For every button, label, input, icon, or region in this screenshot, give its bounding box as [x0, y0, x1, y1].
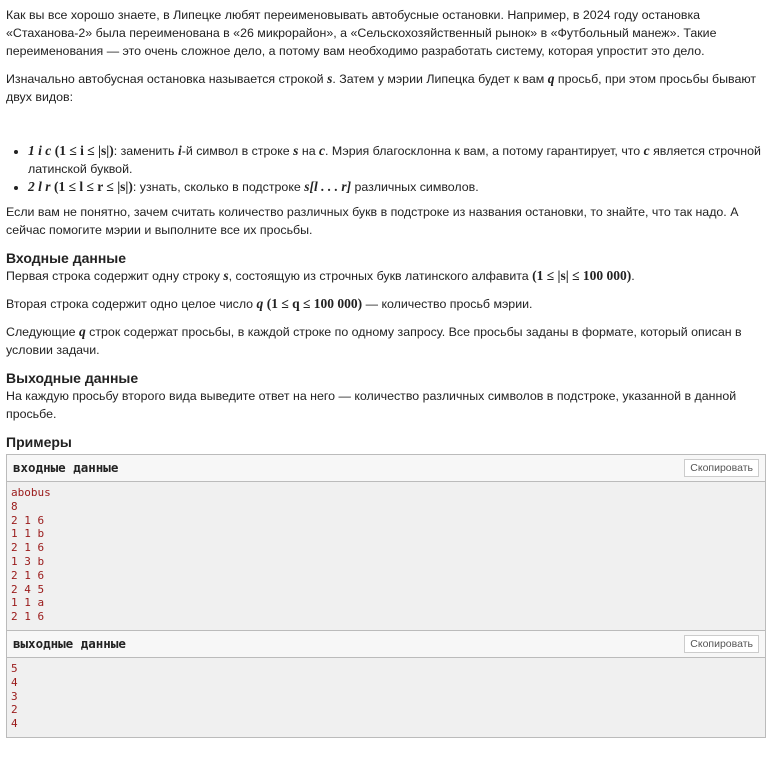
text: , состоящую из строчных букв латинского алфавита: [228, 269, 533, 283]
math: 1 i c: [28, 143, 52, 158]
text: строк содержат просьбы, в каждой строке по одному запросу. Все просьбы заданы в формате, который описан в условии задачи.: [6, 325, 742, 357]
input-section-title: Входные данные: [6, 250, 127, 266]
text: .: [631, 269, 635, 283]
text: . Затем у мэрии Липецка будет к вам: [332, 72, 548, 86]
sample-output-block: [6, 631, 766, 738]
math: s: [223, 268, 229, 283]
math: c: [643, 143, 650, 158]
input-paragraph-2: [6, 295, 767, 313]
statement: [6, 6, 767, 738]
sample-output-header: [7, 631, 765, 658]
text: — количество просьб мэрии.: [362, 297, 533, 311]
examples-title: Примеры: [6, 434, 72, 450]
request-types-list: [6, 142, 767, 196]
sample-input-title: входные данные: [13, 460, 119, 475]
copy-input-button[interactable]: Скопировать: [684, 459, 759, 477]
text: различных символов.: [351, 180, 479, 194]
math: s[l . . . r]: [304, 179, 352, 194]
text: на: [298, 144, 320, 158]
sample-input-block: [6, 454, 766, 631]
output-section-title: Выходные данные: [6, 370, 139, 386]
math: c: [319, 143, 326, 158]
text: : узнать, сколько в подстроке: [132, 180, 305, 194]
text: Изначально автобусная остановка называется строкой: [6, 72, 328, 86]
text: Первая строка содержит одну строку: [6, 269, 224, 283]
math: q: [78, 324, 86, 339]
output-paragraph-1: На каждую просьбу второго вида выведите ответ на него — количество различных символов в подстроке, указанной в данной просьбе.: [6, 389, 737, 421]
copy-output-button[interactable]: Скопировать: [684, 635, 759, 653]
math: 2 l r: [28, 179, 51, 194]
sample-input-text: abobus 8 2 1 6 1 1 b 2 1 6 1 3 b 2 1 6 2 4 5 1 1 a 2 1 6: [7, 482, 765, 630]
math: s: [293, 143, 299, 158]
intro-paragraph-1: Как вы все хорошо знаете, в Липецке любят переименовывать автобусные остановки. Например, в 2024 году остановка «Стаханова-2» была переименована в «26 микрорайон», а «Сельскохозяйственный рынок» в «Футбольный манеж». Такие переименования — это очень сложное дело, а потому вам необходимо разработать систему, которая упростит это дело.: [6, 8, 717, 58]
sample-output-title: выходные данные: [13, 635, 126, 651]
text: -й символ в строке: [181, 144, 294, 158]
math: (1 ≤ i ≤ |s|): [54, 143, 114, 158]
math: (1 ≤ q ≤ 100 000): [266, 296, 363, 311]
var-q: q: [547, 71, 555, 86]
input-paragraph-1: [6, 267, 767, 285]
input-paragraph-3: [6, 323, 767, 359]
note-paragraph: Если вам не понятно, зачем считать количество различных букв в подстроке из названия остановки, то знайте, что так надо. А сейчас помогите мэрии и выполните все их просьбы.: [6, 205, 739, 237]
text: просьб, при этом просьбы бывают двух видов:: [6, 72, 757, 104]
sample-input-header: [7, 455, 765, 482]
math: (1 ≤ |s| ≤ 100 000): [532, 268, 632, 283]
list-item: [28, 142, 767, 178]
math: (1 ≤ l ≤ r ≤ |s|): [53, 179, 133, 194]
text: является строчной латинской буквой.: [28, 144, 761, 176]
text: Вторая строка содержит одно целое число: [6, 297, 257, 311]
var-s: s: [327, 71, 333, 86]
math: i: [177, 143, 182, 158]
text: . Мэрия благосклонна к вам, а потому гарантирует, что: [325, 144, 644, 158]
sample-output-text: 5 4 3 2 4: [7, 658, 765, 737]
text: : заменить: [113, 144, 178, 158]
intro-paragraph-2: [6, 70, 767, 106]
math: q: [256, 296, 264, 311]
text: Следующие: [6, 325, 79, 339]
list-item: [28, 178, 767, 196]
